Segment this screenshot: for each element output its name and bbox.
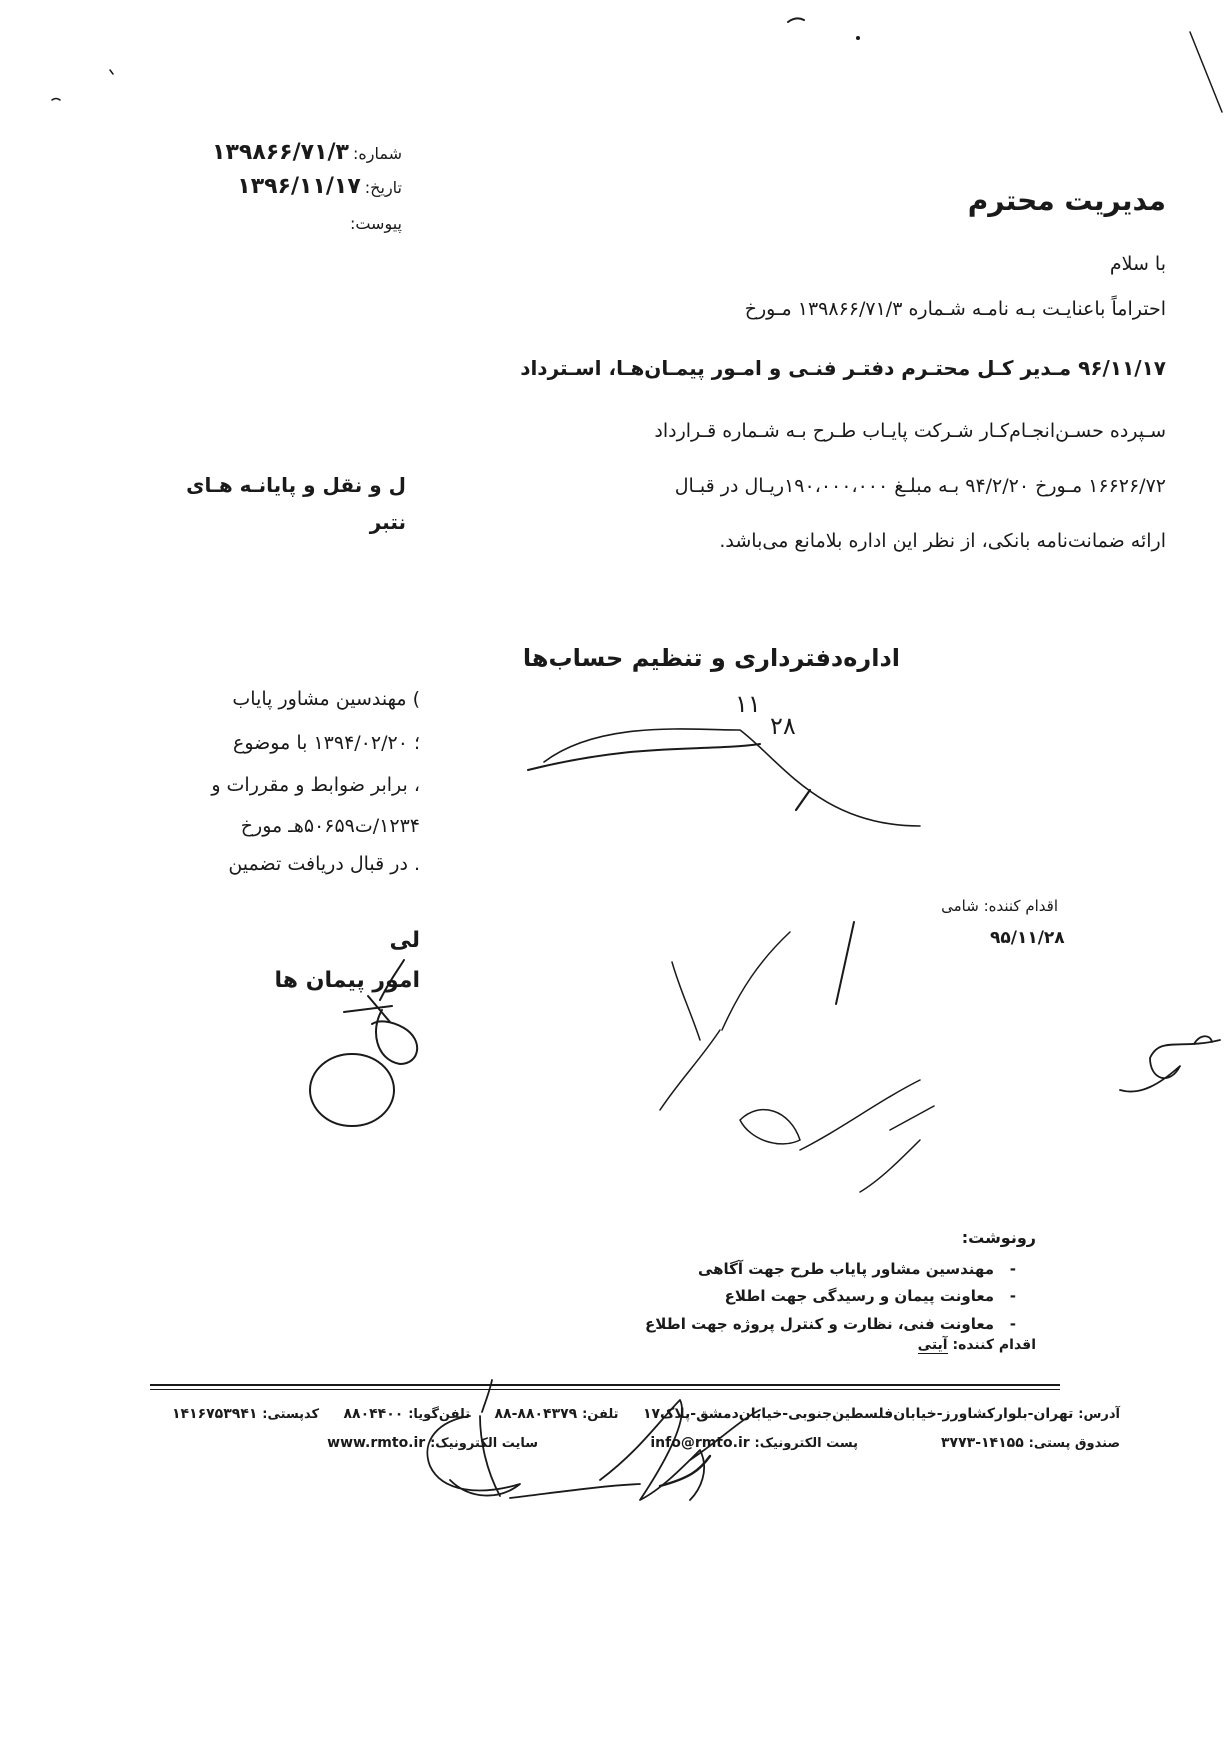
signature-stroke bbox=[427, 1416, 520, 1496]
footer-email-value[interactable]: info@rmto.ir bbox=[650, 1435, 750, 1451]
signature-stroke bbox=[690, 1410, 760, 1460]
footer-po-box-value: ۱۴۱۵۵-۳۷۷۳ bbox=[941, 1435, 1024, 1451]
underlying-line-5: ، برابر ضوابط و مقررات و bbox=[211, 774, 420, 796]
underlying-line-6: ۱۲۳۴/ت۵۰۶۵۹هـ مورخ bbox=[240, 815, 420, 837]
footer-phone: ۸۸۰۴۳۷۹-۸۸ bbox=[494, 1406, 578, 1422]
greeting: با سلام bbox=[1109, 253, 1166, 275]
body-line-5: ارائه ضمانت‌نامه بانکی، از نظر این اداره بلامانع می‌باشد. bbox=[719, 530, 1166, 552]
footer-website-value[interactable]: www.rmto.ir bbox=[327, 1435, 426, 1451]
scan-speck bbox=[52, 99, 60, 101]
cc-dash-icon: - bbox=[1009, 1315, 1016, 1333]
handwritten-date-num: ۲۸ bbox=[770, 712, 796, 740]
handwriting-note bbox=[836, 922, 854, 1004]
cc-item-3-text: معاونت فنی، نظارت و کنترل پروژه جهت اطلاع bbox=[644, 1315, 995, 1333]
underlying-line-4: ؛ ۱۳۹۴/۰۲/۲۰ با موضوع bbox=[233, 732, 420, 754]
cc-action-name: آیتی bbox=[917, 1337, 948, 1353]
letter-attachment-label: پیوست: bbox=[349, 214, 402, 233]
scan-edge-mark bbox=[1190, 32, 1222, 112]
letter-date-label: تاریخ: bbox=[364, 178, 402, 197]
handwriting-note bbox=[890, 1106, 934, 1130]
handwriting-note bbox=[672, 962, 700, 1040]
underlying-line-3: ) مهندسین مشاور پایاب bbox=[232, 688, 420, 710]
scan-speck bbox=[110, 70, 113, 74]
letter-number-label: شماره: bbox=[352, 144, 402, 163]
cc-dash-icon: - bbox=[1009, 1260, 1016, 1278]
footer-postal: ۱۴۱۶۷۵۳۹۴۱ bbox=[171, 1406, 258, 1422]
footer-postal-label: کدپستی: bbox=[262, 1407, 320, 1422]
cc-item-1-text: مهندسین مشاور پایاب طرح جهت آگاهی bbox=[697, 1260, 995, 1278]
body-line-4: ۱۶۶۲۶/۷۲ مـورخ ۹۴/۲/۲۰ بـه مبلـغ ۱۹۰،۰۰۰،۰۰۰ریـال در قبـال bbox=[674, 475, 1166, 497]
footer-voice: ۸۸۰۴۴۰۰ bbox=[343, 1406, 404, 1422]
handwriting-note bbox=[660, 1030, 720, 1110]
handwritten-date-day: ۱۱ bbox=[735, 690, 761, 718]
signature-stroke bbox=[1120, 1040, 1220, 1092]
footer-address-label: آدرس: bbox=[1078, 1407, 1120, 1422]
footer-email-label: پست الکترونیک: bbox=[754, 1436, 858, 1451]
department-underline bbox=[528, 744, 760, 770]
signature-stroke bbox=[482, 1380, 492, 1412]
handwriting-note bbox=[740, 1110, 800, 1144]
underlying-signature-2: امور پیمان ها bbox=[274, 968, 420, 993]
action-date: ۹۵/۱۱/۲۸ bbox=[990, 928, 1065, 948]
signature-stroke bbox=[510, 1484, 640, 1498]
footer-phone-label: تلفن: bbox=[582, 1407, 619, 1422]
scan-speck bbox=[856, 36, 860, 40]
action-label: اقدام کننده: شامی bbox=[941, 897, 1058, 915]
letter-number-value: ۱۳۹۸۶۶/۷۱/۳ bbox=[212, 140, 349, 165]
cc-dash-icon: - bbox=[1009, 1287, 1016, 1305]
department-tick bbox=[796, 790, 810, 810]
cc-title: رونوشت: bbox=[961, 1228, 1036, 1247]
salutation: مدیریت محترم bbox=[967, 184, 1166, 217]
footer-website-label: سایت الکترونیک: bbox=[430, 1436, 538, 1451]
handwriting-note bbox=[860, 1140, 920, 1192]
footer-voice-label: تلفن‌گویا: bbox=[408, 1407, 471, 1422]
underlying-line-1: ل و نقل و پایانـه هـای bbox=[186, 473, 406, 497]
body-line-3: سـپرده حسـن‌انجـام‌کـار شـرکت پایـاب طـرح بـه شـماره قـرارداد bbox=[654, 420, 1166, 442]
department-title: اداره‌دفترداری و تنظیم حساب‌ها bbox=[522, 644, 900, 672]
underlying-signature-1: لی bbox=[389, 928, 420, 953]
signature-stroke bbox=[344, 1006, 392, 1012]
handwriting-note bbox=[722, 932, 790, 1030]
handwriting-note bbox=[800, 1080, 920, 1150]
body-line-2: ۹۶/۱۱/۱۷ مـدیر کـل محتـرم دفتـر فنـی و امـور پیمـان‌هـا، اسـترداد bbox=[520, 356, 1166, 380]
signature-stroke bbox=[372, 1010, 417, 1064]
body-line-1: احتراماً باعنایـت بـه نامـه شـماره ۱۳۹۸۶۶/۷۱/۳ مـورخ bbox=[744, 298, 1166, 320]
footer-po-box-label: صندوق پستی: bbox=[1028, 1436, 1120, 1451]
underlying-line-7: . در قبال دریافت تضمین bbox=[228, 853, 420, 875]
signature-circle bbox=[310, 1054, 394, 1126]
footer-address: تهران-بلوارکشاورز-خیابان‌فلسطین‌جنوبی-خیابان‌دمشق-پلاک۱۷ bbox=[642, 1406, 1074, 1422]
cc-item-2-text: معاونت پیمان و رسیدگی جهت اطلاع bbox=[724, 1287, 995, 1305]
department-underline bbox=[544, 729, 920, 826]
scan-speck bbox=[788, 18, 804, 22]
cc-action-label: اقدام کننده: bbox=[952, 1337, 1036, 1353]
signature-stroke bbox=[380, 960, 404, 1000]
letter-date-value: ۱۳۹۶/۱۱/۱۷ bbox=[237, 174, 361, 199]
underlying-line-2: نتبر bbox=[369, 510, 406, 534]
